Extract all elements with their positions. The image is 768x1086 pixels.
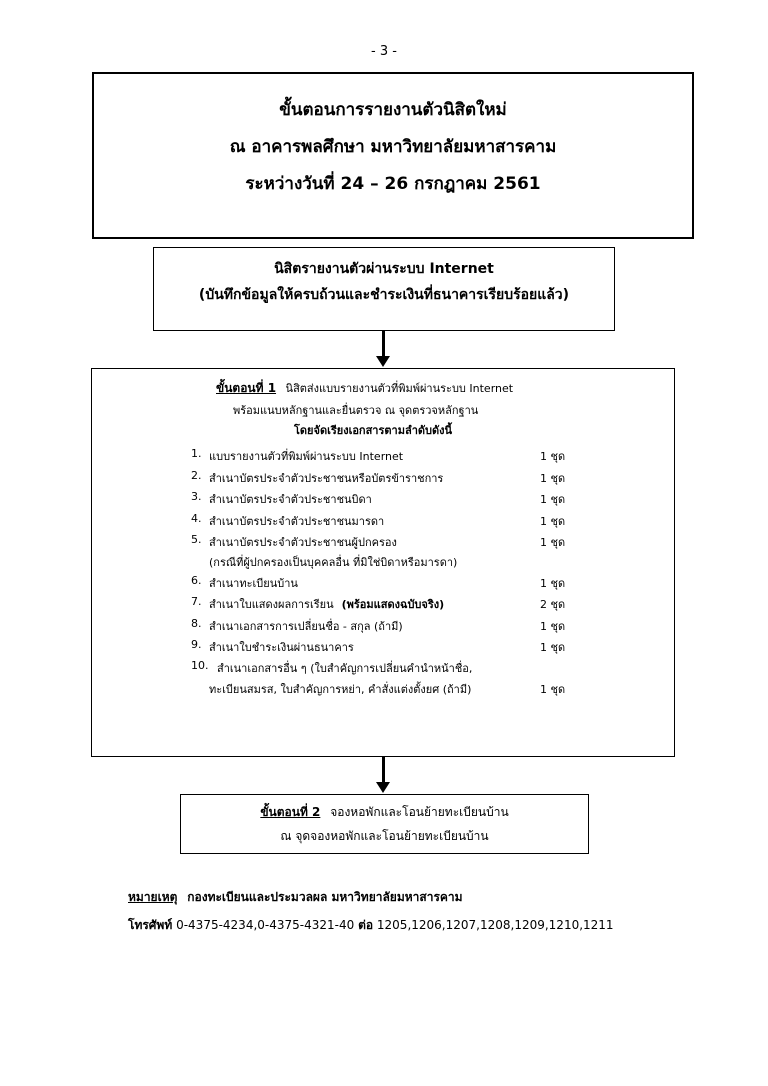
list-item-label: สำเนาใบชำระเงินผ่านธนาคาร <box>209 641 354 654</box>
list-item-label: ทะเบียนสมรส, ใบสำคัญการหย่า, คำสั่งแต่งตั้งยศ (ถ้ามี) <box>209 683 472 696</box>
page-number: - 3 - <box>371 44 397 59</box>
list-item-label: แบบรายงานตัวที่พิมพ์ผ่านระบบ Internet <box>209 450 404 463</box>
list-item-quantity: 1 ชุด <box>540 450 566 463</box>
arrow-line-1 <box>382 331 385 358</box>
phone-label: โทรศัพท์ <box>128 918 173 932</box>
list-item-number: 6. <box>191 574 202 587</box>
list-item-text <box>209 447 403 465</box>
phone-number: 0-4375-4234,0-4375-4321-40 <box>176 918 355 932</box>
list-item-label: สำเนาบัตรประจำตัวประชาชนมารดา <box>209 515 385 528</box>
list-item-label: สำเนาเอกสารอื่น ๆ (ใบสำคัญการเปลี่ยนคำนำหน้าชื่อ, <box>217 662 473 675</box>
list-item-text <box>209 595 444 613</box>
list-item-label: สำเนาใบแสดงผลการเรียน <box>209 598 334 611</box>
list-item-text <box>217 659 472 677</box>
extension-label: ต่อ <box>358 918 374 932</box>
list-item-quantity: 1 ชุด <box>540 641 566 654</box>
list-item-quantity: 1 ชุด <box>540 577 566 590</box>
arrow-down-icon <box>376 356 390 367</box>
list-item-label: (กรณีที่ผู้ปกครองเป็นบุคคลอื่น ที่มิใช่บิดาหรือมารดา) <box>209 556 458 569</box>
list-item-label: สำเนาบัตรประจำตัวประชาชนบิดา <box>209 493 372 506</box>
step-1-box <box>91 368 675 757</box>
arrow-line-2 <box>382 757 385 784</box>
internet-box-line-2: (บันทึกข้อมูลให้ครบถ้วนและชำระเงินที่ธนาคารเรียบร้อยแล้ว) <box>198 287 570 303</box>
list-item-text <box>209 512 384 530</box>
list-item-number: 2. <box>191 469 202 482</box>
title-line-1: ขั้นตอนการรายงานตัวนิสิตใหม่ <box>279 100 507 120</box>
title-line-3: ระหว่างวันที่ 24 – 26 กรกฎาคม 2561 <box>245 174 541 194</box>
note <box>128 888 463 907</box>
list-item-quantity: 1 ชุด <box>540 472 566 485</box>
list-item-number: 1. <box>191 447 202 460</box>
note-text: กองทะเบียนและประมวลผล มหาวิทยาลัยมหาสารคาม <box>187 890 463 904</box>
step-1-line-2: พร้อมแนบหลักฐานและยื่นตรวจ ณ จุดตรวจหลักฐาน <box>233 404 479 417</box>
step-2-box <box>180 794 589 854</box>
list-item-number: 9. <box>191 638 202 651</box>
list-item-number: 5. <box>191 533 202 546</box>
list-item-quantity: 1 ชุด <box>540 493 566 506</box>
list-item-text <box>209 469 443 487</box>
step-2-line-2: ณ จุดจองหอพักและโอนย้ายทะเบียนบ้าน <box>280 829 489 843</box>
list-item-text <box>209 638 354 656</box>
list-item-quantity: 1 ชุด <box>540 683 566 696</box>
list-item-text <box>209 574 298 592</box>
list-item-number: 10. <box>191 659 209 672</box>
list-item-quantity: 2 ชุด <box>540 598 566 611</box>
step-2-label: ขั้นตอนที่ 2 <box>260 805 321 819</box>
step-1-line-1: นิสิตส่งแบบรายงานตัวที่พิมพ์ผ่านระบบ Internet <box>285 382 514 395</box>
step-1-line-3: โดยจัดเรียงเอกสารตามลำดับดังนี้ <box>294 424 453 437</box>
phone-line <box>128 916 614 935</box>
list-item-quantity: 1 ชุด <box>540 515 566 528</box>
list-item-label: สำเนาบัตรประจำตัวประชาชนผู้ปกครอง <box>209 536 397 549</box>
list-item-text <box>209 533 397 551</box>
list-item-number: 7. <box>191 595 202 608</box>
list-item-number: 3. <box>191 490 202 503</box>
list-item-label: สำเนาเอกสารการเปลี่ยนชื่อ - สกุล (ถ้ามี) <box>209 620 403 633</box>
list-item-text <box>209 680 471 698</box>
step-1-label: ขั้นตอนที่ 1 <box>216 381 277 395</box>
step-2-line-1: จองหอพักและโอนย้ายทะเบียนบ้าน <box>330 805 509 819</box>
arrow-down-icon <box>376 782 390 793</box>
extension-numbers: 1205,1206,1207,1208,1209,1210,1211 <box>376 918 614 932</box>
list-item-text <box>209 553 457 571</box>
list-item-emphasis: (พร้อมแสดงฉบับจริง) <box>341 598 445 611</box>
list-item-text <box>209 617 403 635</box>
list-item-label: สำเนาทะเบียนบ้าน <box>209 577 298 590</box>
list-item-quantity: 1 ชุด <box>540 620 566 633</box>
internet-box-line-1: นิสิตรายงานตัวผ่านระบบ Internet <box>274 261 494 277</box>
title-line-2: ณ อาคารพลศึกษา มหาวิทยาลัยมหาสารคาม <box>229 137 557 157</box>
list-item-label: สำเนาบัตรประจำตัวประชาชนหรือบัตรข้าราชการ <box>209 472 444 485</box>
list-item-quantity: 1 ชุด <box>540 536 566 549</box>
internet-registration-box <box>153 247 615 331</box>
list-item-number: 4. <box>191 512 202 525</box>
title-box <box>92 72 694 239</box>
list-item-text <box>209 490 372 508</box>
note-label: หมายเหตุ <box>128 890 178 904</box>
list-item-number: 8. <box>191 617 202 630</box>
